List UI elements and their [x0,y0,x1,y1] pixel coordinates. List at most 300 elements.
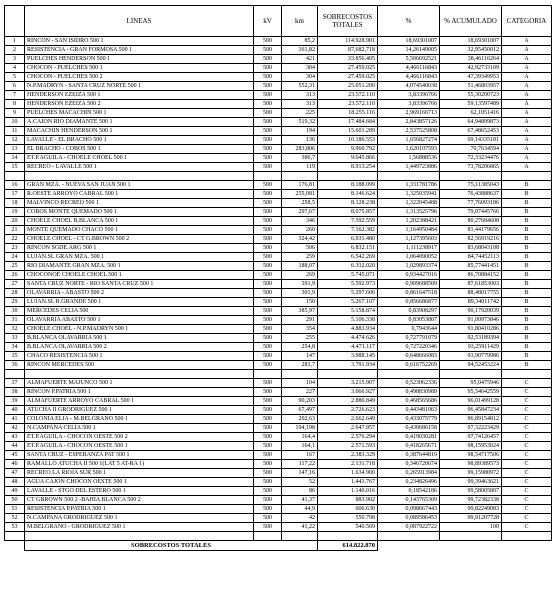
percent: 0,523062336 [378,379,440,388]
overcost: 8.128.238 [318,199,378,208]
overcost: 9.960.792 [318,145,378,154]
row-number: 25 [5,262,25,271]
line-name: RINCON - SAN ISIDRO 500 1 [25,37,254,46]
length-km: 117,22 [282,460,318,469]
length-km: 227 [282,388,318,397]
table-row [5,424,552,433]
accumulated: 97,74126457 [440,433,502,442]
length-km: 194 [282,127,318,136]
percent: 5,506692521 [378,55,440,64]
accumulated: 32,95450012 [440,46,502,55]
overcost: 8.146.624 [318,190,378,199]
table-row [5,262,552,271]
row-number: 52 [5,514,25,523]
accumulated: 98,15953024 [440,442,502,451]
percent: 0,234826496 [378,478,440,487]
percent: 0,616752269 [378,361,440,370]
overcost: 7.162.382 [318,226,378,235]
row-number: 10 [5,118,25,127]
length-km: 164,4 [282,433,318,442]
table-body [5,37,552,551]
row-number: 37 [5,379,25,388]
accumulated: 62,1051416 [440,109,502,118]
length-km: 150 [282,298,318,307]
accumulated: 86,70884152 [440,271,502,280]
accumulated: 73,78206865 [440,163,502,172]
overcost: 2.131.718 [318,460,378,469]
percent: 1,620107593 [378,145,440,154]
line-name: CHOCON - PUELCHES 500 1 [25,64,254,73]
row-number: 40 [5,406,25,415]
row-number: 19 [5,208,25,217]
category: B [502,316,552,325]
accumulated: 95,54642559 [440,388,502,397]
voltage: 500 [254,451,282,460]
percent: 0,418265671 [378,442,440,451]
percent: 0,7943644 [378,325,440,334]
percent: 0,265913984 [378,469,440,478]
line-name: A.CAJON RIO DIAMANTE 500 1 [25,118,254,127]
percent: 1,656827274 [378,136,440,145]
overcost: 3.215.907 [318,379,378,388]
row-number: 35 [5,352,25,361]
category: A [502,163,552,172]
overcost: 4.474.626 [318,334,378,343]
table-row [5,460,552,469]
km-header: km [282,6,318,37]
row-number: 30 [5,307,25,316]
length-km: 255 [282,334,318,343]
category: B [502,334,552,343]
total-value: 614.822.870 [318,541,378,551]
length-km: 161,82 [282,46,318,55]
voltage: 500 [254,388,282,397]
row-number: 50 [5,496,25,505]
line-name: LUJAN.SL R.GRANDE 500 1 [25,298,254,307]
category: B [502,217,552,226]
accumulated: 90,17920039 [440,307,502,316]
category: C [502,406,552,415]
overcost: 6.832.151 [318,244,378,253]
category: C [502,478,552,487]
length-km: 164,1 [282,442,318,451]
length-km: 313 [282,100,318,109]
voltage: 500 [254,325,282,334]
table-row [5,226,552,235]
table-row [5,37,552,46]
line-name: SANTA CRUZ NORTE - RIO SANTA CRUZ 500 1 [25,280,254,289]
accumulated: 87,61853003 [440,280,502,289]
overcost: 17.484.684 [318,118,378,127]
percent: 0,143765309 [378,496,440,505]
overcost: 5.267.107 [318,298,378,307]
voltage: 500 [254,289,282,298]
voltage: 500 [254,145,282,154]
total-label: SOBRECOSTOS TOTALES [25,541,318,551]
category: A [502,154,552,163]
overcost: 27.459.025 [318,73,378,82]
overcost: 1.634.900 [318,469,378,478]
accumulated: 84,74452113 [440,253,502,262]
percent: 0,648666083 [378,352,440,361]
accumulated: 82,56919216 [440,235,502,244]
percent: 4,074540038 [378,82,440,91]
table-row [5,514,552,523]
category-header: CATEGORIA [502,6,552,37]
table-row [5,64,552,73]
length-km: 86 [282,487,318,496]
category: C [502,505,552,514]
table-row [5,163,552,172]
row-number: 3 [5,55,25,64]
line-name: HENDERSON EZEIZA 500 1 [25,91,254,100]
table-row [5,55,552,64]
voltage: 500 [254,361,282,370]
accumulated: 89,34011742 [440,298,502,307]
overcost: 5.592.973 [318,280,378,289]
percent: 0,856686877 [378,298,440,307]
category: B [502,199,552,208]
overcost-table [4,5,552,551]
overcost: 883.902 [318,496,378,505]
overcost: 114.928.901 [318,37,378,46]
overcost: 6.332.020 [318,262,378,271]
blank-row [5,172,552,181]
table-row [5,271,552,280]
overcost: 2.647.957 [318,424,378,433]
line-name: MALVINCO RECREO 500 1 [25,199,254,208]
length-km: 147,16 [282,469,318,478]
overcost: 3.066.927 [318,388,378,397]
length-km: 85,2 [282,37,318,46]
row-number: 36 [5,361,25,370]
table-row [5,145,552,154]
overcost: 4.883.934 [318,325,378,334]
table-row [5,217,552,226]
accumulated: 96,01499128 [440,397,502,406]
accumulated: 75,11385043 [440,181,502,190]
accumulated: 92,53189394 [440,334,502,343]
voltage: 500 [254,199,282,208]
table-row [5,496,552,505]
line-name: SANTA CRUZ - ESPERANZA PAT 500 1 [25,451,254,460]
category: C [502,451,552,460]
table-row [5,334,552,343]
table-row [5,208,552,217]
category: A [502,127,552,136]
length-km: 254,8 [282,343,318,352]
row-number: 31 [5,316,25,325]
row-number: 7 [5,91,25,100]
voltage: 500 [254,91,282,100]
line-name: N.CAMPANA GRODRIGUEZ 500 1 [25,514,254,523]
row-number: 41 [5,415,25,424]
length-km: 304 [282,73,318,82]
overcost: 8.188.099 [318,181,378,190]
row-number: 11 [5,127,25,136]
table-row [5,109,552,118]
line-name: MACACHIN HENDERSON 500 1 [25,127,254,136]
line-name: ALMAFUERTE ARROYO CABRAL 500 1 [25,397,254,406]
voltage: 500 [254,82,282,91]
category: A [502,64,552,73]
accumulated: 99,39463621 [440,478,502,487]
accumulated: 98,89389573 [440,460,502,469]
accumulated: 93,25911429 [440,343,502,352]
overcost: 33.856.405 [318,55,378,64]
voltage: 500 [254,208,282,217]
line-name: CHOELE CHOEL B.BLANCA 500 1 [25,217,254,226]
overcost: 2.726.623 [318,406,378,415]
category: B [502,181,552,190]
sobrecostos-header: SOBRECOSTOS TOTALES [318,6,378,37]
voltage: 500 [254,523,282,532]
overcost: 5.745.071 [318,271,378,280]
row-number: 2 [5,46,25,55]
category: B [502,289,552,298]
overcost: 1.140.016 [318,487,378,496]
line-name: CT GBROWN 500 2 -BAHIA BLANCA 500 2 [25,496,254,505]
voltage: 500 [254,100,282,109]
row-number: 34 [5,343,25,352]
percent: 0,433075779 [378,415,440,424]
category: C [502,424,552,433]
row-number: 42 [5,424,25,433]
row-number: 47 [5,469,25,478]
length-km: 67,497 [282,406,318,415]
line-name: N.P.MADRYN - SANTA CRUZ NORTE 500 1 [25,82,254,91]
overcost: 550.798 [318,514,378,523]
table-row [5,406,552,415]
category: B [502,226,552,235]
overcost: 3.988.145 [318,352,378,361]
table-row [5,136,552,145]
percent: 1,111238917 [378,244,440,253]
percent: 1,449723886 [378,163,440,172]
table-row [5,253,552,262]
length-km: 301,9 [282,289,318,298]
length-km: 225 [282,109,318,118]
voltage: 500 [254,109,282,118]
accumulated: 80,27684608 [440,217,502,226]
percent: 1,029893374 [378,262,440,271]
length-km: 386,7 [282,154,318,163]
row-number: 16 [5,181,25,190]
table-row [5,73,552,82]
line-name: ET.P.AGUILA - CHOELE CHOEL 500 1 [25,154,254,163]
row-number: 17 [5,190,25,199]
accumulated: 83,68043108 [440,244,502,253]
table-row [5,343,552,352]
voltage: 500 [254,244,282,253]
percent: 4,466116843 [378,64,440,73]
category: C [502,442,552,451]
category: B [502,271,552,280]
line-name: RINCON SGDE.ARG 500 1 [25,244,254,253]
category: B [502,253,552,262]
accumulated: 18,69301007 [440,37,502,46]
category: A [502,46,552,55]
category: C [502,487,552,496]
kv-header: kV [254,6,282,37]
overcost: 27.459.025 [318,64,378,73]
line-name: B.BLANCA OLAVARRIA 500 2 [25,343,254,352]
category: A [502,82,552,91]
length-km: 506 [282,244,318,253]
category: A [502,37,552,46]
length-km: 552,31 [282,82,318,91]
category: B [502,325,552,334]
accumulated: 64,94899873 [440,118,502,127]
row-number: 44 [5,442,25,451]
overcost: 2.576.294 [318,433,378,442]
accumulated: 79,07445766 [440,208,502,217]
voltage: 500 [254,37,282,46]
voltage: 500 [254,352,282,361]
length-km: 258,5 [282,199,318,208]
voltage: 500 [254,154,282,163]
percent: 1,127395603 [378,235,440,244]
line-name: RECREO - LAVALLE 500 1 [25,163,254,172]
line-name: R.OESTE ARROYO CABRAL 500 1 [25,190,254,199]
row-number: 1 [5,37,25,46]
accumulated: 85,77441451 [440,262,502,271]
overcost: 9.645.866 [318,154,378,163]
percent: 0,727220346 [378,343,440,352]
overcost: 540.569 [318,523,378,532]
voltage: 500 [254,280,282,289]
line-name: RAMALLO ATUCHA II 500 1(LAT 5 AT-RA 1) [25,460,254,469]
table-row [5,181,552,190]
percent: 0,83053807 [378,316,440,325]
accumulated: 99,91207728 [440,514,502,523]
length-km: 41,22 [282,523,318,532]
length-km: 421 [282,55,318,64]
overcost: 87,682,718 [318,46,378,55]
row-number: 24 [5,253,25,262]
overcost: 15.601.289 [318,127,378,136]
percent: 0,430686158 [378,424,440,433]
category: B [502,280,552,289]
percent: 18,69301007 [378,37,440,46]
row-number: 49 [5,487,25,496]
percent: 1,202388421 [378,217,440,226]
row-number: 45 [5,451,25,460]
voltage: 500 [254,379,282,388]
voltage: 500 [254,415,282,424]
category: A [502,73,552,82]
overcost: 2.880.849 [318,397,378,406]
table-row [5,199,552,208]
overcost: 7.392.559 [318,217,378,226]
length-km: 202,63 [282,415,318,424]
category: C [502,379,552,388]
overcost: 8.075.857 [318,208,378,217]
voltage: 500 [254,424,282,433]
accumulated: 81,44179656 [440,226,502,235]
accumulated: 91,00973846 [440,316,502,325]
percent: 1,322045488 [378,199,440,208]
accumulated: 42,92733109 [440,64,502,73]
percent: 0,498830989 [378,388,440,397]
table-row [5,190,552,199]
percent: 0,18542186 [378,487,440,496]
category: B [502,343,552,352]
overcost: 23.572.110 [318,100,378,109]
voltage: 500 [254,55,282,64]
accumulated: 99,82249083 [440,505,502,514]
row-number: 51 [5,505,25,514]
line-name: RIO DIAMANTE GRAN MZA. 500 1 [25,262,254,271]
voltage: 500 [254,514,282,523]
line-name: PUELCHES MACACHIN 500 1 [25,109,254,118]
row-number: 38 [5,388,25,397]
category: C [502,397,552,406]
table-row [5,280,552,289]
overcost: 18.255.116 [318,109,378,118]
percent: 1,325035941 [378,190,440,199]
voltage: 500 [254,271,282,280]
line-name: LUJAN.SL GRAN MZA. 500 1 [25,253,254,262]
accumulated: 38,46116264 [440,55,502,64]
line-name: RINCON MERCEDES 500 [25,361,254,370]
category: B [502,352,552,361]
overcost: 2.662.649 [318,415,378,424]
accumulated: 91,80410286 [440,325,502,334]
accumulated: 99,58005807 [440,487,502,496]
table-row [5,235,552,244]
voltage: 500 [254,298,282,307]
table-row [5,91,552,100]
accumulated: 95,0475946 [440,379,502,388]
line-name: HENDERSON EZEIZA 500 2 [25,100,254,109]
percent: 0,468565686 [378,397,440,406]
overcost: 6.542.269 [318,253,378,262]
category: A [502,118,552,127]
accumulated: 72,33234476 [440,154,502,163]
row-number: 29 [5,298,25,307]
line-name: ATUCHA II GRODRIGUEZ 500 1 [25,406,254,415]
voltage: 500 [254,46,282,55]
line-name: GRAN MZA. - NUEVA SAN JUAN 500 1 [25,181,254,190]
total-row [5,541,552,551]
category: A [502,136,552,145]
accumulated: 98,54717506 [440,451,502,460]
voltage: 500 [254,217,282,226]
accumulated: 69,14335181 [440,136,502,145]
row-number: 12 [5,136,25,145]
length-km: 354 [282,325,318,334]
percent: 3,83396766 [378,91,440,100]
row-number: 26 [5,271,25,280]
table-row [5,442,552,451]
overcost: 4.471.117 [318,343,378,352]
category: B [502,298,552,307]
length-km: 283,806 [282,145,318,154]
table-row [5,100,552,109]
voltage: 500 [254,442,282,451]
line-name: CHOCONOE CHOELE CHOEL 500 1 [25,271,254,280]
overcost: 1.443.767 [318,478,378,487]
line-name: RECREO LA RIOJA SUR 500 1 [25,469,254,478]
length-km: 255,081 [282,190,318,199]
lineas-header: LINEAS [25,6,254,37]
line-name: MERCEDES CELIA 500 [25,307,254,316]
voltage: 500 [254,181,282,190]
table-row [5,379,552,388]
accumulated: 47,39349953 [440,73,502,82]
table-row [5,154,552,163]
